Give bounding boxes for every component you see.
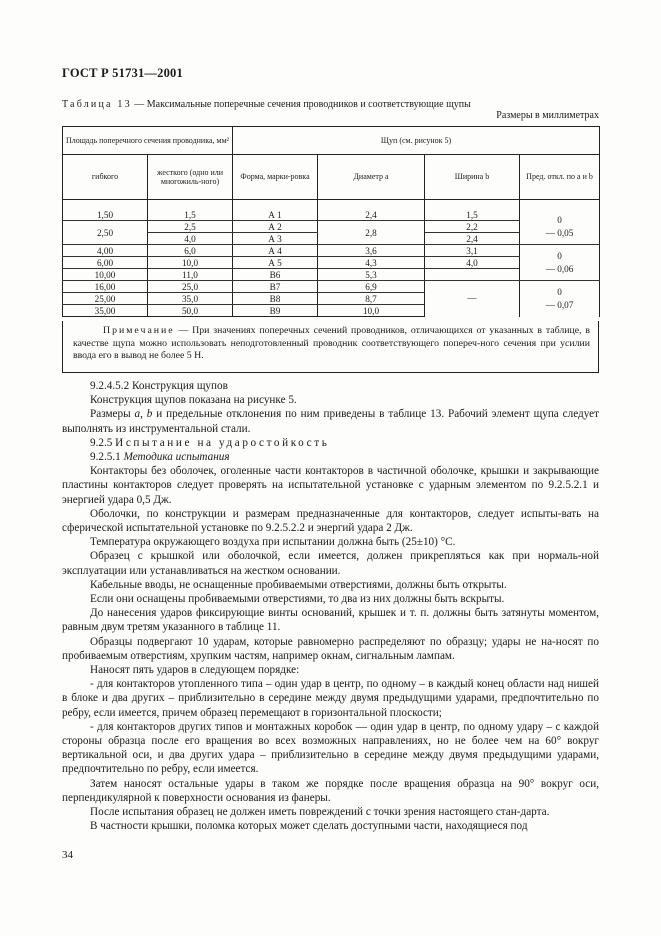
table-row [63, 257, 600, 269]
head-flexible: гибкого [63, 155, 148, 200]
paragraph: Контакторы без оболочек, оголенные части контакторов в частичной оболочке, крышки и закрывающие пластины контакторов следует проверять на испытательной установке с ударным элементом по 9.2.5.2.1 и энергией удара 0,5 Дж. [62, 465, 599, 506]
paragraph: - для контакторов утопленного типа – один удар в центр, по одному – в каждый конец области над нишей в блоке и два других – приблизительно в середине между двумя предыдущими ударами, предпочтительно по ребру, если имеется, причем образец перемещают в горизонтальной плоскости; [62, 678, 599, 719]
cell-diameter: 3,6 [318, 245, 425, 257]
head-tolerance: Пред. откл. по a и b [520, 155, 600, 200]
paragraph: Конструкция щупов показана на рисунке 5. [90, 394, 297, 407]
paragraph: Образцы подвергают 10 ударам, которые равномерно распределяют по образцу; удары не на-носят по пробиваемым отверстиям, хрупким частям, например окнам, сигнальным лампам. [62, 635, 599, 662]
body-text [62, 379, 599, 834]
table-row [63, 245, 600, 257]
cell-form: А 2 [233, 221, 318, 233]
cell-form: А 1 [233, 209, 318, 221]
paragraph: Образец с крышкой или оболочкой, если имеется, должен прикрепляться как при нормаль-ной эксплуатации или устанавливаться на жестком основании. [62, 550, 599, 577]
table-row [63, 221, 600, 233]
subsection-heading: 9.2.5.1 Методика испытания [90, 451, 230, 464]
table-row [63, 269, 600, 281]
paragraph: Если они оснащены пробиваемыми отверстиями, то два из них должны быть вскрыты. [90, 593, 505, 606]
paragraph: После испытания образец не должен иметь повреждений с точки зрения настоящего стан-дарта. [90, 806, 550, 819]
probe-table [62, 126, 600, 317]
cell-rigid: 2,5 [148, 221, 233, 233]
cell-diameter: 2,8 [318, 221, 425, 245]
cell-form: В6 [233, 269, 318, 281]
paragraph: 9.2.4.5.2 Конструкция щупов [90, 380, 228, 392]
table-units: Размеры в миллиметрах [496, 110, 599, 121]
cell-form: А 4 [233, 245, 318, 257]
cell-width: 4,0 [425, 257, 520, 269]
cell-diameter: 6,9 [318, 281, 425, 293]
cell-tolerance-2: 0 — 0,06 [520, 245, 600, 281]
cell-form: В8 [233, 293, 318, 305]
cell-flex: 4,00 [63, 245, 148, 257]
paragraph: Температура окружающего воздуха при испытании должна быть (25±10) °С. [90, 536, 456, 549]
cell-form: А 3 [233, 233, 318, 245]
cell-flex: 1,50 [63, 209, 148, 221]
note-text: — При значениях поперечных сечений проводников, отличающихся от указанных в таблице, в качестве щупа можно использовать неподготовленный проводник соответствующего попереч-ного сечения при усилии ввода его в вывод не более 5 Н. [73, 325, 590, 361]
head-width: Ширина b [425, 155, 520, 200]
paragraph: Оболочки, по конструкции и размерам предназначенные для контакторов, следует испыты-вать на сферической испытательной установке по 9.2.5.2.2 и энергий удара 2 Дж. [62, 507, 599, 535]
table-note [62, 321, 599, 373]
head-diameter: Диаметр a [318, 155, 425, 200]
paragraph: До нанесения ударов фиксирующие винты оснований, крышек и т. п. должны быть затянуты моментом, равным двум третям указанного в таблице 11. [62, 607, 599, 634]
cell-rigid: 35,0 [148, 293, 233, 305]
cell-rigid: 10,0 [148, 257, 233, 269]
note-label: Примечание [103, 325, 175, 336]
paragraph: - для контакторов других типов и монтажных коробок — один удар в центр, по одному удару – с каждой стороны образца после его вращения во всех возможных направлениях, но не более чем на 60° вокруг вертикальной оси, и два других удара – приблизительно в середине между двумя предыдущими ударами, предпочтительно по ребру, если имеется. [62, 720, 599, 776]
cell-diameter: 10,0 [318, 305, 425, 317]
cell-flex: 35,00 [63, 305, 148, 317]
cell-rigid: 6,0 [148, 245, 233, 257]
cell-rigid: 25,0 [148, 281, 233, 293]
table-caption [62, 99, 471, 110]
cell-diameter: 5,3 [318, 269, 425, 281]
head-probe: Щуп (см. рисунок 5) [233, 127, 600, 155]
paragraph: В частности крышки, поломка которых может сделать доступными части, находящиеся под [90, 820, 528, 833]
paragraph: Размеры a, b и предельные отклонения по ним приведены в таблице 13. Рабочий элемент щупа следует выполнять из инструментальной стали. [62, 408, 600, 435]
cell-flex: 25,00 [63, 293, 148, 305]
cell-flex: 16,00 [63, 281, 148, 293]
cell-rigid: 50,0 [148, 305, 233, 317]
paragraph: Кабельные вводы, не оснащенные пробиваемыми отверстиями, должны быть открыты. [90, 578, 507, 591]
cell-width: 1,5 [425, 209, 520, 221]
cell-form: А 5 [233, 257, 318, 269]
cell-form: В7 [233, 281, 318, 293]
cell-diameter: 4,3 [318, 257, 425, 269]
cell-rigid: 11,0 [148, 269, 233, 281]
cell-width: 2,4 [425, 233, 520, 245]
paragraph: Затем наносят остальные удары в таком же порядке после вращения образца на 90° вокруг оси, перпендикулярной к поверхности основания из фанеры. [62, 777, 599, 804]
cell-rigid: 1,5 [148, 209, 233, 221]
cell-width: 2,2 [425, 221, 520, 233]
cell-flex: 6,00 [63, 257, 148, 269]
cell-form: В9 [233, 305, 318, 317]
cell-diameter: 8,7 [318, 293, 425, 305]
table-caption-label: Таблица 13 [62, 99, 132, 110]
cell-rigid: 4,0 [148, 233, 233, 245]
section-heading: 9.2.5 Испытание на ударостойкость [90, 436, 330, 449]
cell-width [425, 269, 520, 281]
cell-diameter: 2,4 [318, 209, 425, 221]
paragraph: Наносят пять ударов в следующем порядке: [90, 664, 300, 677]
table-row [63, 209, 600, 221]
page-number: 34 [62, 849, 73, 861]
cell-width-dash: — [425, 281, 520, 317]
cell-flex: 2,50 [63, 221, 148, 245]
standard-code: ГОСТ Р 51731—2001 [62, 66, 183, 80]
cell-flex: 10,00 [63, 269, 148, 281]
table-caption-text: — Максимальные поперечные сечения проводников и соответствующие щупы [131, 99, 471, 110]
head-area: Площадь поперечного сечения проводника, мм² [63, 127, 233, 155]
cell-tolerance-3: 0 — 0,07 [520, 281, 600, 317]
cell-tolerance-1: 0 — 0,05 [520, 209, 600, 245]
table-row [63, 281, 600, 293]
cell-width: 3,1 [425, 245, 520, 257]
head-form: Форма, марки-ровка [233, 155, 318, 200]
head-rigid: жесткого (одно или многожиль-ного) [148, 155, 233, 200]
